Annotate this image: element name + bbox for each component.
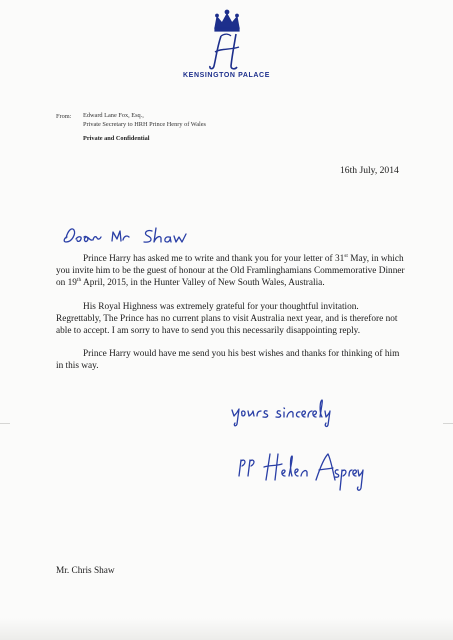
sender-name: Edward Lane Fox, Esq., — [83, 112, 144, 119]
fold-mark — [0, 423, 10, 424]
handwritten-salutation — [60, 218, 210, 252]
fold-mark — [443, 423, 453, 424]
confidential-label: Private and Confidential — [83, 135, 150, 142]
recipient-name: Mr. Chris Shaw — [56, 566, 115, 576]
from-label: From: — [56, 113, 72, 120]
body-paragraph: Prince Harry would have me send you his best wishes and thanks for thinking of him in this way. — [56, 349, 400, 372]
sender-block — [83, 112, 206, 129]
letter-date: 16th July, 2014 — [340, 165, 399, 176]
handwritten-closing — [228, 392, 338, 430]
handwritten-signature — [236, 446, 366, 498]
crown-monogram-icon — [201, 6, 253, 76]
letter-body — [56, 253, 406, 384]
body-paragraph: Prince Harry has asked me to write and thank you for your letter of 31st May, in which you invite him to be the guest of honour at the Old Framlinghamians Commemorative Dinner on 19th April, 2015, in the Hunter Valley of New South Wales, Australia. — [56, 253, 405, 289]
page-edge — [0, 618, 453, 640]
body-paragraph: His Royal Highness was extremely grateful for your thoughtful invitation. Regrettably, The Prince has no current plans to visit Australia next year, and is therefore not able to accept. I am sorry to have to send you this necessarily disappointing reply. — [56, 301, 398, 337]
letterhead-title: KENSINGTON PALACE — [183, 72, 270, 79]
sender-title: Private Secretary to HRH Prince Henry of Wales — [83, 120, 207, 128]
